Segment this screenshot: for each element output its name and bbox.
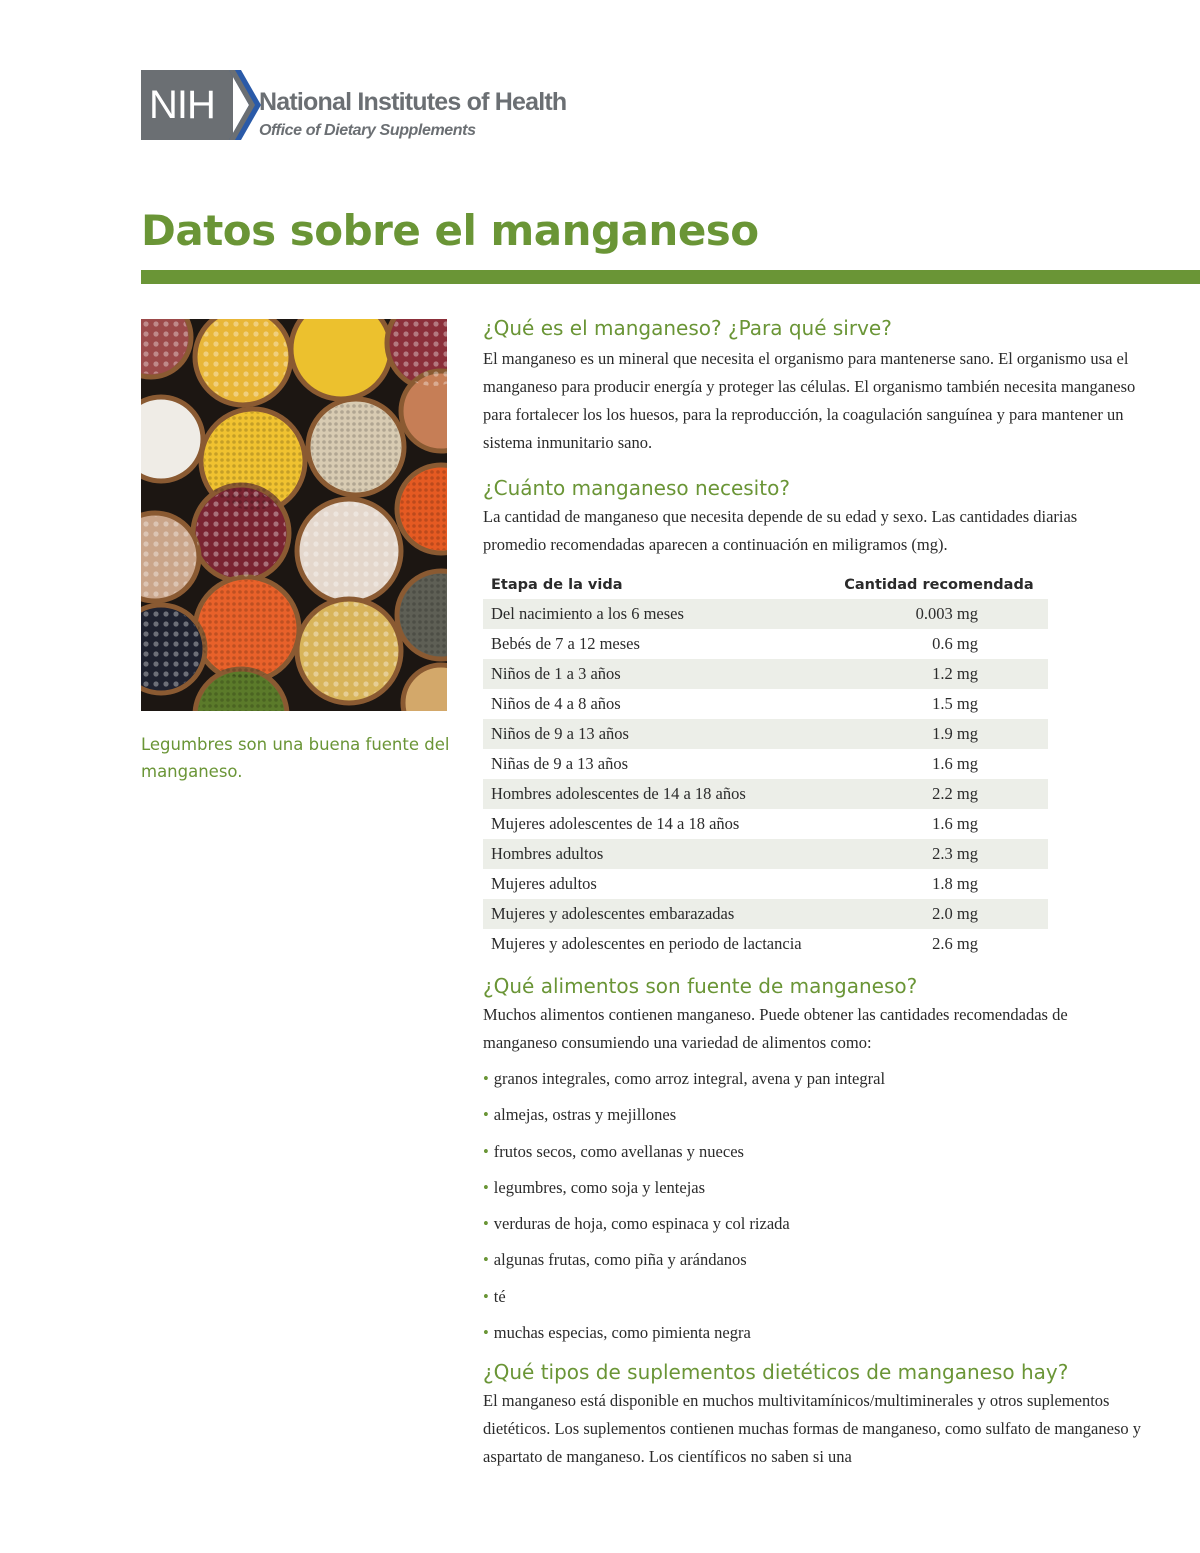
table-row bbox=[483, 719, 1048, 749]
list-item-text: verduras de hoja, como espinaca y col rizada bbox=[493, 1214, 790, 1234]
org-name: National Institutes of Health bbox=[259, 88, 567, 116]
life-stage-cell: Niños de 1 a 3 años bbox=[483, 659, 830, 689]
list-item-text: frutos secos, como avellanas y nueces bbox=[493, 1141, 744, 1161]
amount-cell: 1.8 mg bbox=[932, 874, 978, 893]
recommended-amounts-table bbox=[483, 571, 1048, 959]
life-stage-cell: Niños de 9 a 13 años bbox=[483, 719, 830, 749]
bullet-icon: • bbox=[483, 1069, 489, 1088]
amount-cell: 1.6 mg bbox=[932, 754, 978, 773]
bullet-icon: • bbox=[483, 1177, 489, 1197]
section-heading: ¿Cuánto manganeso necesito? bbox=[483, 476, 790, 500]
section-how-much bbox=[483, 473, 1143, 959]
amount-cell: 1.6 mg bbox=[932, 814, 978, 833]
list-item-text: almejas, ostras y mejillones bbox=[493, 1105, 677, 1125]
amount-cell: 2.6 mg bbox=[932, 934, 978, 953]
table-row bbox=[483, 749, 1048, 779]
amount-cell: 2.0 mg bbox=[830, 899, 1048, 929]
amount-cell: 0.6 mg bbox=[932, 634, 978, 653]
page-title: Datos sobre el manganeso bbox=[141, 206, 759, 255]
list-item bbox=[483, 1319, 1143, 1347]
life-stage-cell: Mujeres y adolescentes en periodo de lactancia bbox=[491, 934, 802, 953]
life-stage-cell: Bebés de 7 a 12 meses bbox=[491, 634, 640, 653]
table-row bbox=[483, 809, 1048, 839]
life-stage-cell: Hombres adolescentes de 14 a 18 años bbox=[483, 779, 830, 809]
image-caption: Legumbres son una buena fuente del manganeso. bbox=[141, 735, 450, 781]
list-item bbox=[483, 1246, 1143, 1274]
table-row bbox=[483, 629, 1048, 659]
section-what-is bbox=[483, 313, 1143, 457]
bullet-icon: • bbox=[483, 1214, 489, 1234]
list-item bbox=[483, 1101, 1143, 1129]
section-body: La cantidad de manganeso que necesita depende de su edad y sexo. Las cantidades diarias promedio recomendadas aparecen a continuación en miligramos (mg). bbox=[483, 507, 1078, 554]
life-stage-cell: Hombres adultos bbox=[483, 839, 830, 869]
column-header-life-stage: Etapa de la vida bbox=[491, 577, 623, 593]
food-list bbox=[483, 1065, 1143, 1347]
list-item bbox=[483, 1174, 1143, 1202]
table-header-row bbox=[483, 571, 1048, 599]
bullet-icon: • bbox=[483, 1286, 489, 1306]
amount-cell: 2.3 mg bbox=[830, 839, 1048, 869]
table-row bbox=[483, 899, 1048, 929]
bullet-icon: • bbox=[483, 1250, 489, 1270]
logo-abbr: NIH bbox=[141, 70, 233, 140]
table-row bbox=[483, 779, 1048, 809]
column-header-amount: Cantidad recomendada bbox=[844, 577, 1034, 593]
life-stage-cell: Mujeres adolescentes de 14 a 18 años bbox=[491, 814, 740, 833]
amount-cell: 1.9 mg bbox=[830, 719, 1048, 749]
list-item-text: granos integrales, como arroz integral, avena y pan integral bbox=[493, 1069, 886, 1088]
main-content bbox=[483, 313, 1143, 1471]
life-stage-cell: Mujeres y adolescentes embarazadas bbox=[483, 899, 830, 929]
list-item bbox=[483, 1138, 1143, 1166]
list-item-text: legumbres, como soja y lentejas bbox=[493, 1177, 706, 1197]
list-item-text: algunas frutas, como piña y arándanos bbox=[493, 1250, 747, 1270]
section-heading: ¿Qué alimentos son fuente de manganeso? bbox=[483, 974, 918, 998]
bullet-icon: • bbox=[483, 1323, 489, 1343]
list-item bbox=[483, 1210, 1143, 1238]
amount-cell: 2.2 mg bbox=[830, 779, 1048, 809]
section-heading: ¿Qué es el manganeso? ¿Para qué sirve? bbox=[483, 316, 892, 340]
list-item-text: té bbox=[493, 1286, 506, 1306]
amount-cell: 1.5 mg bbox=[932, 694, 978, 713]
list-item bbox=[483, 1065, 1143, 1093]
nih-logo bbox=[141, 70, 611, 140]
table-row bbox=[483, 929, 1048, 959]
logo-chevron-icon bbox=[229, 70, 263, 140]
list-item bbox=[483, 1283, 1143, 1311]
section-heading: ¿Qué tipos de suplementos dietéticos de manganeso hay? bbox=[483, 1360, 1069, 1385]
life-stage-cell: Mujeres adultos bbox=[491, 874, 597, 893]
life-stage-cell: Niños de 4 a 8 años bbox=[491, 694, 621, 713]
section-body: Muchos alimentos contienen manganeso. Puede obtener las cantidades recomendadas de manganeso consumiendo una variedad de alimentos como: bbox=[483, 1005, 1068, 1052]
title-divider bbox=[141, 270, 1200, 284]
life-stage-cell: Del nacimiento a los 6 meses bbox=[483, 599, 830, 629]
amount-cell: 1.2 mg bbox=[830, 659, 1048, 689]
list-item-text: muchas especias, como pimienta negra bbox=[493, 1323, 751, 1343]
table-body bbox=[483, 599, 1048, 959]
table-row bbox=[483, 869, 1048, 899]
life-stage-cell: Niñas de 9 a 13 años bbox=[491, 754, 629, 773]
table-row bbox=[483, 839, 1048, 869]
table-row bbox=[483, 689, 1048, 719]
bullet-icon: • bbox=[483, 1141, 489, 1161]
legume-bowls-image bbox=[141, 319, 447, 711]
section-body: El manganeso está disponible en muchos multivitamínicos/multiminerales y otros suplementos dietéticos. Los suplementos contienen muchas formas de manganeso, como sulfato de manganeso y aspartato de manganeso. Los científicos no saben si una bbox=[483, 1391, 1141, 1467]
amount-cell: 0.003 mg bbox=[830, 599, 1048, 629]
bullet-icon: • bbox=[483, 1105, 489, 1125]
section-supplements bbox=[483, 1357, 1143, 1471]
section-foods bbox=[483, 971, 1143, 1347]
table-row bbox=[483, 599, 1048, 629]
office-name: Office of Dietary Supplements bbox=[259, 122, 476, 139]
table-row bbox=[483, 659, 1048, 689]
section-body: El manganeso es un mineral que necesita el organismo para mantenerse sano. El organismo usa el manganeso para producir energía y proteger las células. El organismo también necesita manganeso para fortalecer los los huesos, para la reproducción, la coagulación sanguínea y para mantener un sistema inmunitario sano. bbox=[483, 349, 1136, 452]
